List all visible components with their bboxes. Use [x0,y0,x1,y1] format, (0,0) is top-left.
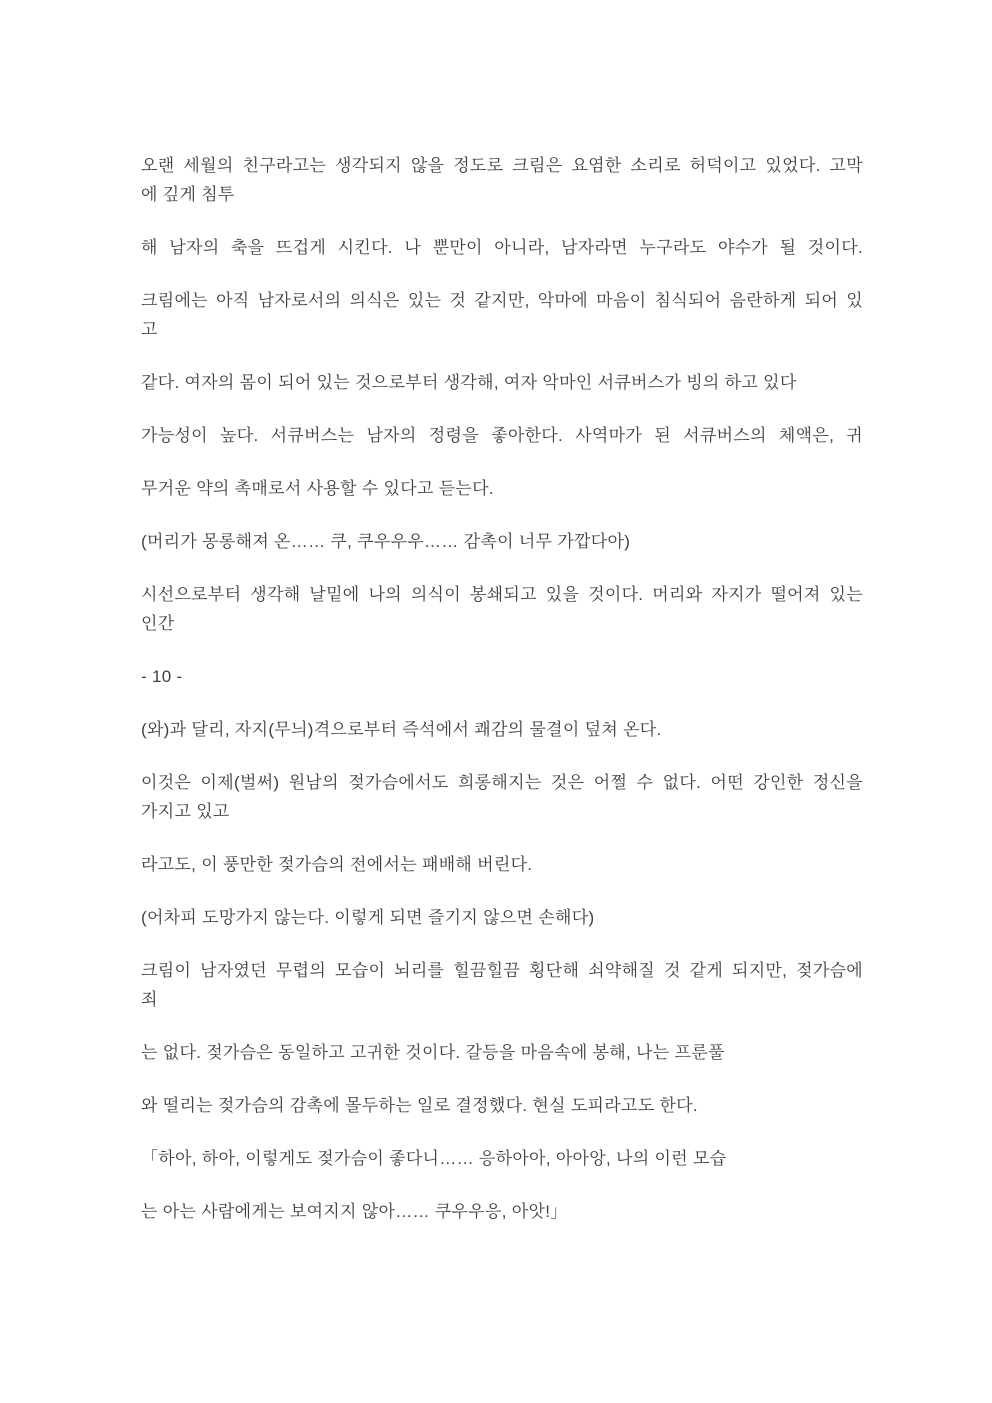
text-line: 같다. 여자의 몸이 되어 있는 것으로부터 생각해, 여자 악마인 서큐버스가 빙의 하고 있다 [141,373,797,392]
paragraph [141,903,863,932]
text-line: 가지고 있고 [141,802,230,821]
page-number-label: - 10 - [141,667,183,686]
paragraph [141,850,863,879]
paragraph [141,527,863,556]
text-line: 「하아, 하아, 이렇게도 젖가슴이 좋다니…… 응하아아, 아아앙, 나의 이런 모습 [141,1149,727,1168]
document-content [141,151,863,1250]
paragraph [141,233,863,262]
text-line: 시선으로부터 생각해 날밑에 나의 의식이 봉쇄되고 있을 것이다. 머리와 자지가 떨어져 있는 [141,585,863,604]
text-line: 와 떨리는 젖가슴의 감촉에 몰두하는 일로 결정했다. 현실 도피라고도 한다. [141,1096,698,1115]
text-line: 는 아는 사람에게는 보여지지 않아…… 쿠우우응, 아앗!」 [141,1202,568,1221]
text-line: (머리가 몽롱해져 온…… 쿠, 쿠우우우…… 감촉이 너무 가깝다아) [141,532,631,551]
paragraph [141,580,863,638]
page-number [141,662,863,691]
text-line: 인간 [141,614,175,633]
text-line: 이것은 이제(벌써) 원남의 젖가슴에서도 희롱해지는 것은 어쩔 수 없다. 어떤 강인한 정신을 [141,773,863,792]
text-line: 크림이 남자였던 무렵의 모습이 뇌리를 힐끔힐끔 횡단해 쇠약해질 것 같게 되지만, 젖가슴에 [141,961,863,980]
paragraph [141,151,863,209]
text-line: 고 [141,320,158,339]
text-line: (어차피 도망가지 않는다. 이렇게 되면 즐기지 않으면 손해다) [141,908,595,927]
paragraph [141,421,863,450]
paragraph [141,715,863,744]
paragraph [141,1038,863,1067]
paragraph [141,286,863,344]
paragraph [141,1091,863,1120]
text-line: 오랜 세월의 친구라고는 생각되지 않을 정도로 크림은 요염한 소리로 허덕이고 있었다. 고막 [141,156,863,175]
text-line: 가능성이 높다. 서큐버스는 남자의 정령을 좋아한다. 사역마가 된 서큐버스의 체액은, 귀 [141,426,863,445]
paragraph [141,768,863,826]
text-line: 해 남자의 축을 뜨겁게 시킨다. 나 뿐만이 아니라, 남자라면 누구라도 야수가 될 것이다. [141,238,863,257]
text-line: 죄 [141,990,158,1009]
text-line: 무거운 약의 촉매로서 사용할 수 있다고 듣는다. [141,479,494,498]
paragraph [141,1197,863,1226]
paragraph [141,956,863,1014]
paragraph [141,368,863,397]
text-line: (와)과 달리, 자지(무늬)격으로부터 즉석에서 쾌감의 물결이 덮쳐 온다. [141,720,662,739]
paragraph [141,474,863,503]
text-line: 에 깊게 침투 [141,185,235,204]
text-line: 라고도, 이 풍만한 젖가슴의 전에서는 패배해 버린다. [141,855,533,874]
text-line: 크림에는 아직 남자로서의 의식은 있는 것 같지만, 악마에 마음이 침식되어 음란하게 되어 있 [141,291,863,310]
text-line: 는 없다. 젖가슴은 동일하고 고귀한 것이다. 갈등을 마음속에 봉해, 나는 프룬풀 [141,1043,725,1062]
paragraph [141,1144,863,1173]
